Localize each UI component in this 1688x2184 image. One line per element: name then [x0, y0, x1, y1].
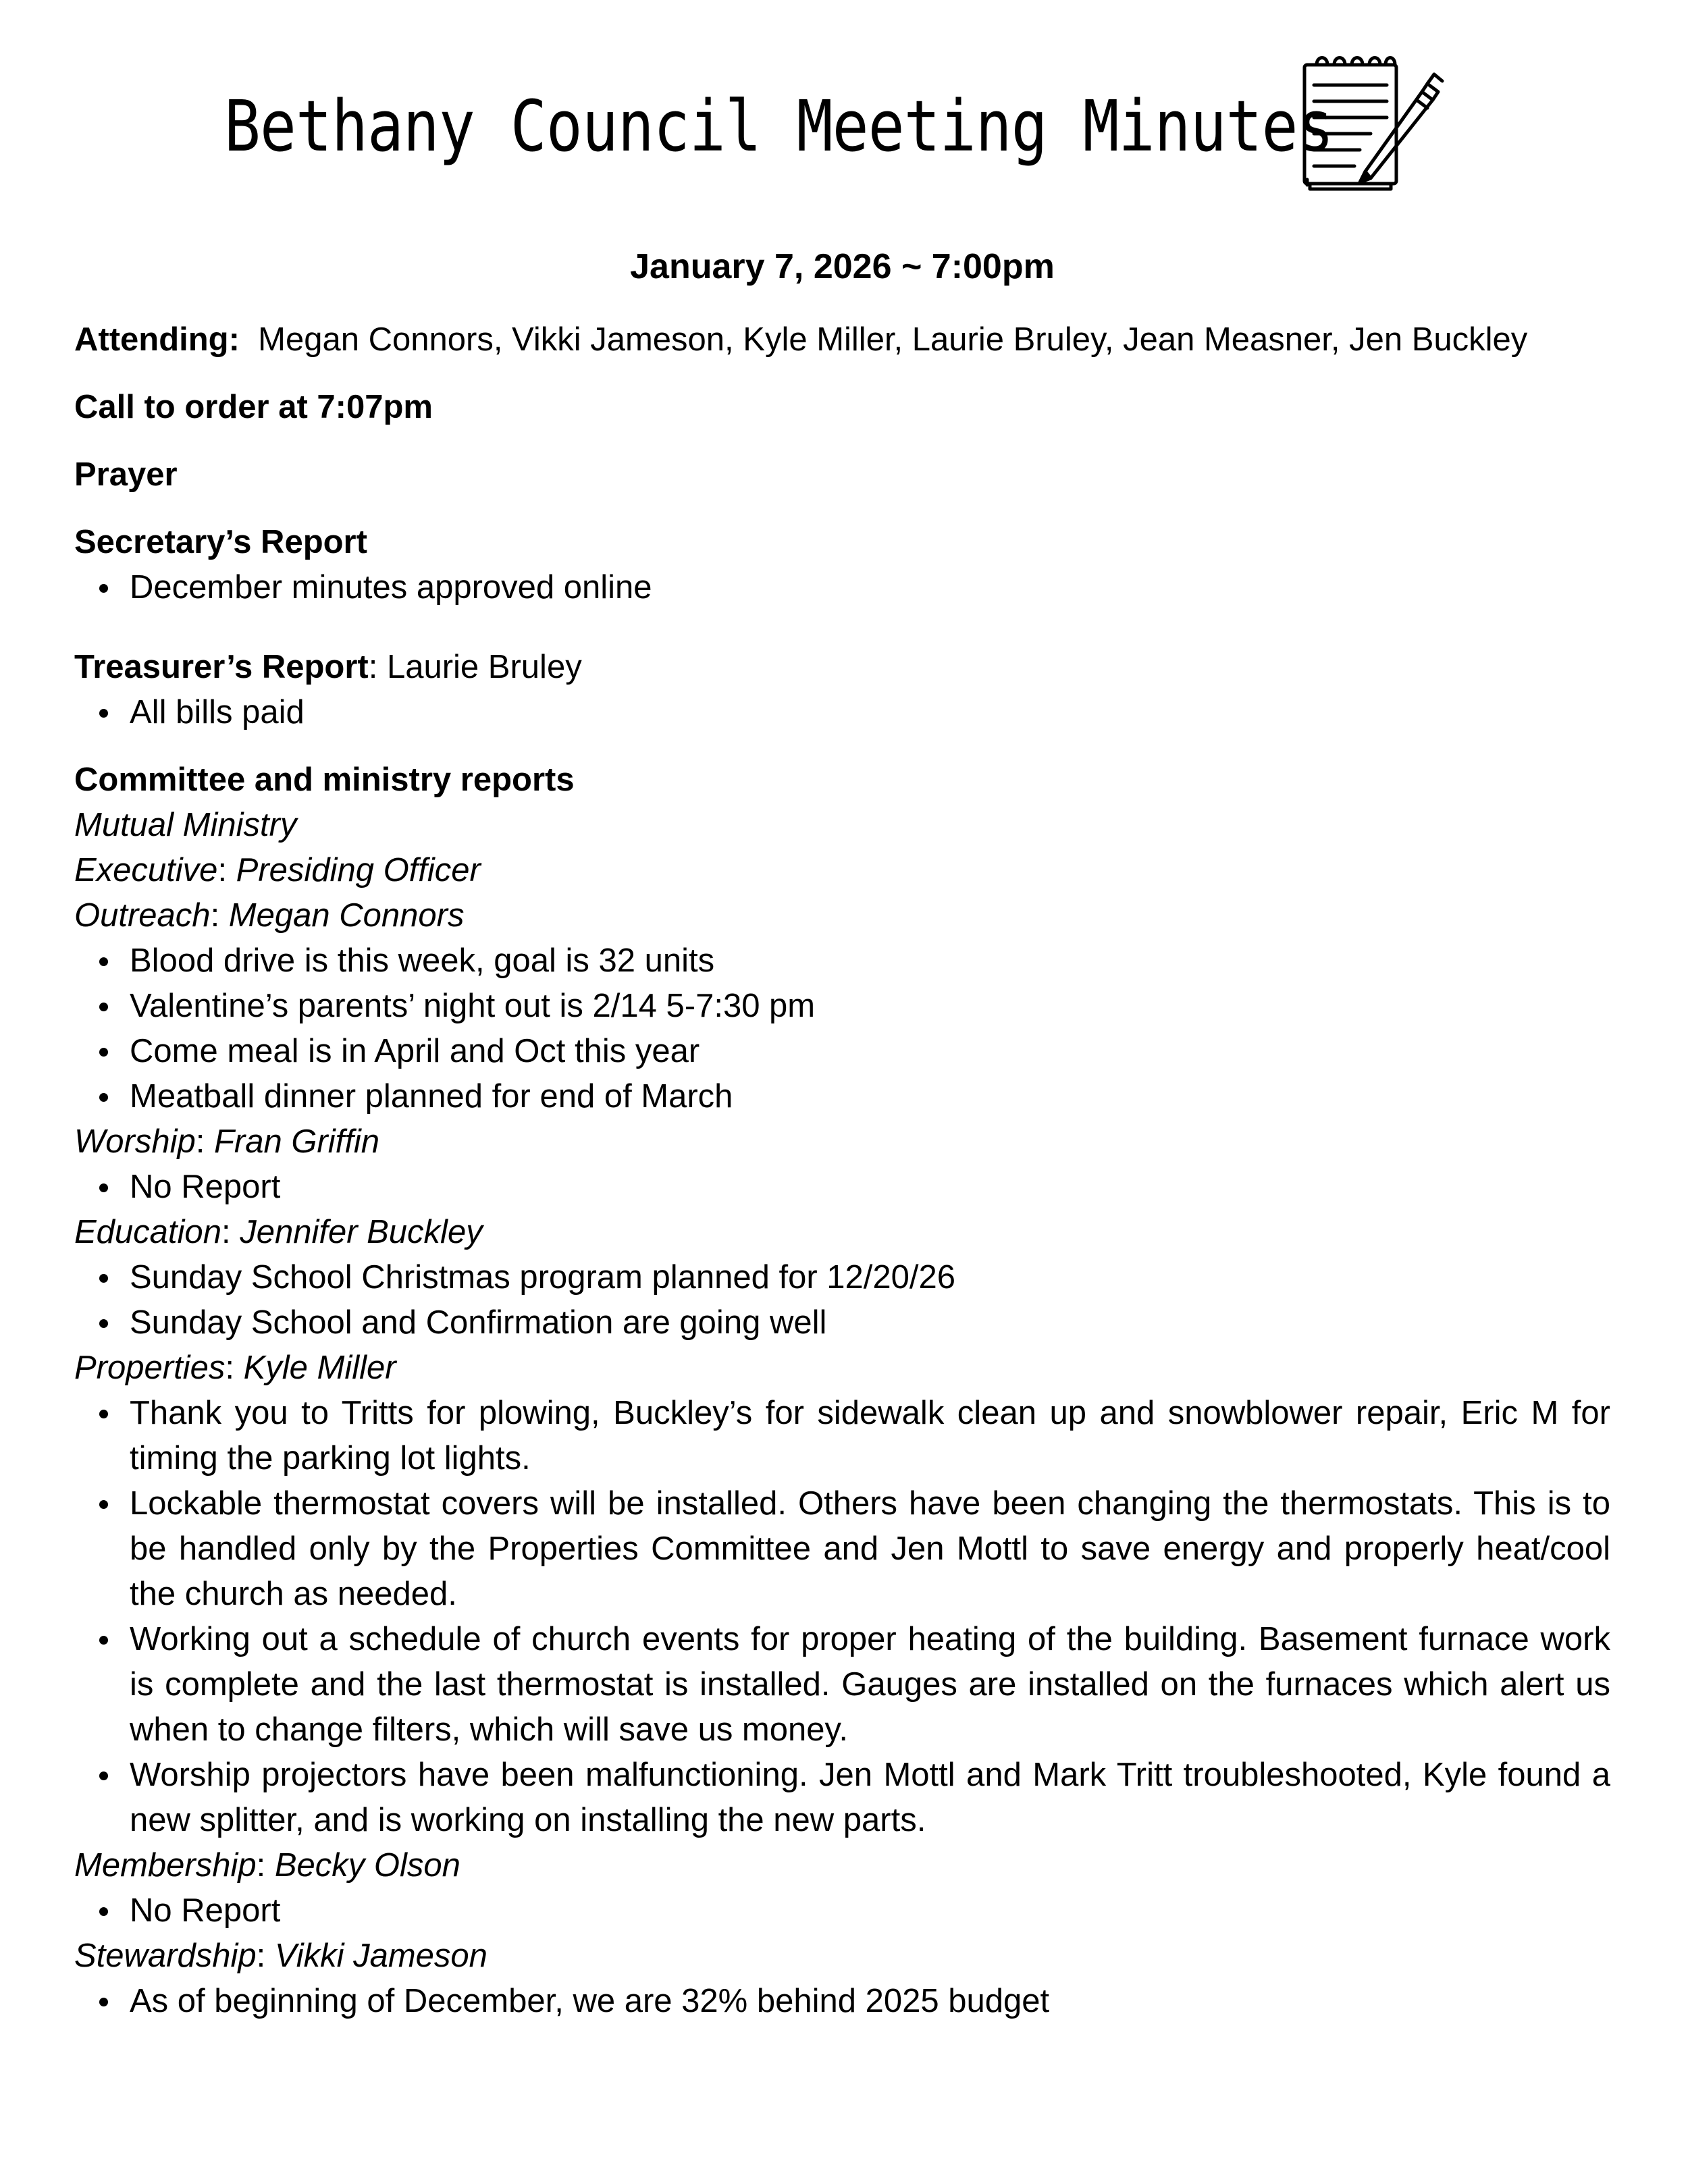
treasurer-report-list: [74, 690, 1610, 735]
outreach-list: [74, 938, 1610, 1119]
worship-line: Worship: Fran Griffin: [74, 1123, 380, 1160]
list-item: Working out a schedule of church events for proper heating of the building. Basement furnace work is complete and the last thermostat is installed. Gauges are installed on the furnaces which alert us when to change filters, which will save us money.: [74, 1617, 1610, 1753]
list-item: All bills paid: [74, 690, 1610, 735]
treasurer-name: : Laurie Bruley: [368, 649, 582, 685]
list-item: December minutes approved online: [74, 565, 1610, 610]
list-item: Lockable thermostat covers will be installed. Others have been changing the thermostats. This is to be handled only by the Properties Committee and Jen Mottl to save energy and properly heat/cool the church as needed.: [74, 1481, 1610, 1617]
committee-reports-heading: Committee and ministry reports: [74, 762, 575, 798]
list-item: Thank you to Tritts for plowing, Buckley’s for sidewalk clean up and snowblower repair, Eric M for timing the parking lot lights.: [74, 1391, 1610, 1481]
attending-label: Attending:: [74, 321, 240, 358]
list-item: Blood drive is this week, goal is 32 units: [74, 938, 1610, 984]
worship-list: [74, 1165, 1610, 1210]
treasurer-report-line: [74, 645, 1610, 690]
list-item: No Report: [74, 1165, 1610, 1210]
education-list: [74, 1255, 1610, 1346]
stewardship-line: Stewardship: Vikki Jameson: [74, 1938, 487, 1974]
stewardship-list: [74, 1979, 1610, 2024]
education-line: Education: Jennifer Buckley: [74, 1214, 483, 1250]
membership-list: [74, 1888, 1610, 1934]
outreach-line: Outreach: Megan Connors: [74, 897, 465, 934]
secretary-report-heading: Secretary’s Report: [74, 524, 367, 560]
prayer-heading: Prayer: [74, 456, 178, 493]
mutual-ministry-label: Mutual Ministry: [74, 807, 297, 843]
meeting-date-time: January 7, 2026 ~ 7:00pm: [630, 247, 1055, 286]
call-to-order: Call to order at 7:07pm: [74, 389, 433, 425]
properties-list: [74, 1391, 1610, 1843]
list-item: Worship projectors have been malfunctioning. Jen Mottl and Mark Tritt troubleshooted, Kyle found a new splitter, and is working on installing the new parts.: [74, 1753, 1610, 1843]
treasurer-report-heading: Treasurer’s Report: [74, 649, 369, 685]
title-row: [74, 41, 1610, 216]
minutes-body: [74, 317, 1610, 2024]
attending-names: Megan Connors, Vikki Jameson, Kyle Miller, Laurie Bruley, Jean Measner, Jen Buckley: [258, 321, 1528, 358]
secretary-report-list: [74, 565, 1610, 610]
list-item: No Report: [74, 1888, 1610, 1934]
membership-line: Membership: Becky Olson: [74, 1847, 460, 1884]
notepad-with-pencil-icon: [1290, 50, 1452, 198]
executive-line: Executive: Presiding Officer: [74, 852, 481, 888]
list-item: Come meal is in April and Oct this year: [74, 1029, 1610, 1074]
list-item: Sunday School Christmas program planned for 12/20/26: [74, 1255, 1610, 1300]
document-title: Bethany Council Meeting Minutes: [224, 85, 1334, 167]
list-item: As of beginning of December, we are 32% behind 2025 budget: [74, 1979, 1610, 2024]
list-item: Meatball dinner planned for end of March: [74, 1074, 1610, 1119]
list-item: Sunday School and Confirmation are going well: [74, 1300, 1610, 1346]
list-item: Valentine’s parents’ night out is 2/14 5-7:30 pm: [74, 984, 1610, 1029]
properties-line: Properties: Kyle Miller: [74, 1350, 396, 1386]
attending-line: [74, 317, 1610, 363]
